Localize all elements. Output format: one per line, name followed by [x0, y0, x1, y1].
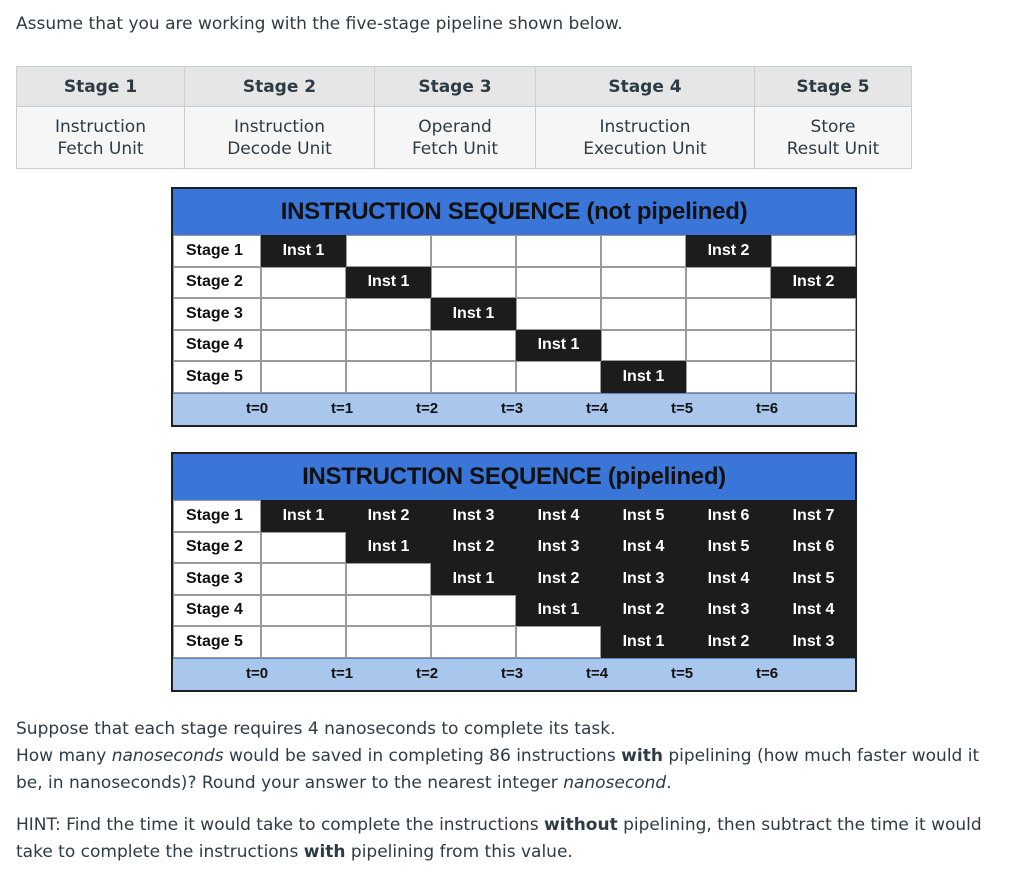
instruction-cell: Inst 3	[686, 595, 771, 627]
time-tick: t=2	[416, 399, 439, 417]
empty-cell	[601, 298, 686, 330]
stage-row-label: Stage 2	[173, 532, 261, 564]
stage-row-label: Stage 2	[173, 267, 261, 299]
instruction-cell: Inst 5	[771, 563, 856, 595]
instruction-cell: Inst 1	[601, 361, 686, 393]
stage-unit-cell	[375, 107, 536, 169]
unit-line: Fetch Unit	[411, 138, 499, 159]
empty-cell	[431, 235, 516, 267]
empty-cell	[601, 235, 686, 267]
empty-cell	[516, 267, 601, 299]
instruction-cell: Inst 1	[261, 235, 346, 267]
empty-cell	[771, 235, 856, 267]
diagram-grid	[173, 235, 855, 393]
instruction-cell: Inst 1	[431, 563, 516, 595]
instruction-cell: Inst 1	[601, 626, 686, 658]
question-line: Suppose that each stage requires 4 nanoseconds to complete its task.	[16, 719, 616, 739]
empty-cell	[686, 298, 771, 330]
instruction-cell: Inst 4	[516, 500, 601, 532]
unit-line: Decode Unit	[227, 138, 332, 159]
empty-cell	[771, 298, 856, 330]
empty-cell	[516, 298, 601, 330]
diagram-grid	[173, 500, 855, 658]
stage-row-label: Stage 1	[173, 500, 261, 532]
time-tick: t=0	[246, 664, 269, 682]
empty-cell	[261, 595, 346, 627]
time-tick: t=4	[586, 399, 609, 417]
unit-line: Result Unit	[786, 138, 880, 159]
empty-cell	[261, 563, 346, 595]
empty-cell	[346, 626, 431, 658]
time-tick: t=1	[331, 399, 354, 417]
hint-text	[16, 812, 1011, 866]
time-tick: t=5	[671, 399, 694, 417]
empty-cell	[601, 267, 686, 299]
empty-cell	[261, 298, 346, 330]
instruction-cell: Inst 4	[686, 563, 771, 595]
stage-header: Stage 3	[375, 67, 536, 107]
instruction-cell: Inst 6	[771, 532, 856, 564]
stage-row-label: Stage 3	[173, 563, 261, 595]
empty-cell	[771, 361, 856, 393]
empty-cell	[686, 330, 771, 362]
question-emphasis: nanoseconds	[111, 746, 224, 766]
empty-cell	[346, 235, 431, 267]
instruction-cell: Inst 2	[346, 500, 431, 532]
empty-cell	[516, 361, 601, 393]
instruction-cell: Inst 1	[516, 595, 601, 627]
instruction-cell: Inst 1	[431, 298, 516, 330]
question-strong: with	[621, 746, 663, 766]
unit-line: Instruction	[234, 116, 325, 137]
instruction-cell: Inst 5	[601, 500, 686, 532]
unit-line: Operand	[418, 116, 492, 137]
stage-header: Stage 5	[755, 67, 912, 107]
hint-part: pipelining from this value.	[345, 842, 573, 862]
time-tick: t=0	[246, 399, 269, 417]
instruction-cell: Inst 7	[771, 500, 856, 532]
instruction-cell: Inst 1	[346, 532, 431, 564]
instruction-cell: Inst 4	[601, 532, 686, 564]
instruction-cell: Inst 2	[516, 563, 601, 595]
empty-cell	[346, 595, 431, 627]
empty-cell	[431, 267, 516, 299]
empty-cell	[261, 330, 346, 362]
instruction-cell: Inst 3	[431, 500, 516, 532]
instruction-cell: Inst 2	[431, 532, 516, 564]
stage-row-label: Stage 5	[173, 361, 261, 393]
empty-cell	[346, 361, 431, 393]
instruction-cell: Inst 6	[686, 500, 771, 532]
empty-cell	[346, 298, 431, 330]
unit-line: Instruction	[55, 116, 146, 137]
empty-cell	[431, 361, 516, 393]
time-tick: t=6	[756, 664, 779, 682]
hint-part: HINT: Find the time it would take to complete the instructions	[16, 815, 545, 835]
question-part: How many	[16, 746, 112, 766]
time-tick: t=1	[331, 664, 354, 682]
empty-cell	[261, 532, 346, 564]
time-tick: t=5	[671, 664, 694, 682]
unit-line: Instruction	[599, 116, 691, 137]
stage-row-label: Stage 3	[173, 298, 261, 330]
question-part: .	[666, 773, 672, 793]
stage-header-row	[17, 67, 912, 107]
time-tick: t=2	[416, 664, 439, 682]
empty-cell	[431, 330, 516, 362]
empty-cell	[686, 267, 771, 299]
stage-header: Stage 2	[185, 67, 375, 107]
unit-line: Fetch Unit	[57, 138, 144, 159]
hint-strong: without	[544, 815, 618, 835]
instruction-cell: Inst 2	[686, 626, 771, 658]
empty-cell	[431, 595, 516, 627]
intro-text: Assume that you are working with the five-stage pipeline shown below.	[16, 14, 623, 34]
hint-strong: with	[303, 842, 346, 862]
stage-row-label: Stage 1	[173, 235, 261, 267]
instruction-cell: Inst 3	[516, 532, 601, 564]
instruction-cell: Inst 1	[261, 500, 346, 532]
stage-unit-cell	[536, 107, 755, 169]
question-part: pipelining (how much faster would it be, in nanoseconds)? Round your answer to the nearest integer	[16, 746, 980, 793]
stage-unit-cell	[17, 107, 185, 169]
stage-header: Stage 4	[536, 67, 755, 107]
stage-table	[16, 66, 912, 169]
instruction-cell: Inst 5	[686, 532, 771, 564]
stage-unit-cell	[185, 107, 375, 169]
time-tick: t=6	[756, 399, 779, 417]
time-tick: t=4	[586, 664, 609, 682]
stage-unit-cell	[755, 107, 912, 169]
not-pipelined-diagram	[171, 187, 857, 427]
empty-cell	[516, 626, 601, 658]
diagram-title: INSTRUCTION SEQUENCE (not pipelined)	[173, 189, 855, 235]
stage-row-label: Stage 5	[173, 626, 261, 658]
instruction-cell: Inst 1	[516, 330, 601, 362]
empty-cell	[261, 361, 346, 393]
instruction-cell: Inst 2	[771, 267, 856, 299]
instruction-cell: Inst 4	[771, 595, 856, 627]
empty-cell	[261, 626, 346, 658]
empty-cell	[431, 626, 516, 658]
stage-row-label: Stage 4	[173, 330, 261, 362]
instruction-cell: Inst 3	[601, 563, 686, 595]
time-tick: t=3	[501, 664, 524, 682]
question-text	[16, 716, 1011, 797]
question-emphasis: nanosecond	[563, 773, 667, 793]
empty-cell	[346, 330, 431, 362]
time-tick: t=3	[501, 399, 524, 417]
hint-part: pipelining, then subtract the time it would take to complete the instructions	[16, 815, 982, 862]
instruction-cell: Inst 3	[771, 626, 856, 658]
stage-header: Stage 1	[17, 67, 185, 107]
empty-cell	[261, 267, 346, 299]
instruction-cell: Inst 2	[686, 235, 771, 267]
time-axis	[173, 658, 855, 690]
empty-cell	[346, 563, 431, 595]
empty-cell	[516, 235, 601, 267]
diagram-title: INSTRUCTION SEQUENCE (pipelined)	[173, 454, 855, 500]
empty-cell	[601, 330, 686, 362]
unit-line: Execution Unit	[583, 138, 707, 159]
pipelined-diagram	[171, 452, 857, 692]
empty-cell	[686, 361, 771, 393]
unit-line: Store	[810, 116, 856, 137]
instruction-cell: Inst 1	[346, 267, 431, 299]
time-axis	[173, 393, 855, 425]
instruction-cell: Inst 2	[601, 595, 686, 627]
stage-row-label: Stage 4	[173, 595, 261, 627]
stage-unit-row	[17, 107, 912, 169]
empty-cell	[771, 330, 856, 362]
question-part: would be saved in completing 86 instructions	[223, 746, 622, 766]
